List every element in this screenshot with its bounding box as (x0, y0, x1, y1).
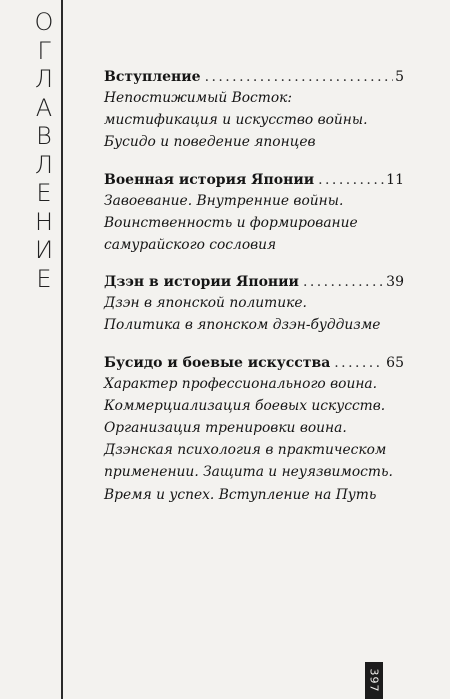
toc-subheading: применении. Защита и неуязвимость. (104, 464, 393, 481)
toc-subheading: Непостижимый Восток: (104, 90, 293, 106)
vertical-divider (61, 0, 63, 699)
title-letter: Л (34, 65, 54, 93)
toc-heading: Вступление (104, 69, 201, 85)
toc-page-number: 5 (395, 69, 404, 85)
dot-leader (303, 272, 384, 292)
toc-subheading: Коммерциализация боевых искусств. (104, 397, 386, 414)
dot-leader (334, 353, 384, 373)
toc-heading-row (104, 170, 404, 190)
page-number: 397 (367, 668, 381, 693)
title-letter: И (34, 236, 54, 264)
toc-section (104, 67, 404, 154)
toc-subheading: мистификация и искусство войны. (104, 112, 368, 129)
title-letter: Е (36, 264, 52, 293)
toc-subheading: Организация тренировки воина. (104, 420, 347, 437)
toc-subheading: Завоевание. Внутренние войны. (104, 192, 344, 209)
toc-heading-row (104, 353, 404, 373)
dot-leader (318, 170, 384, 190)
toc-heading: Дзэн в истории Японии (104, 274, 299, 291)
title-letter: А (35, 93, 53, 122)
toc-subheading: Характер профессионального воина. (104, 375, 378, 392)
title-letter: Е (36, 179, 52, 207)
toc-heading: Бусидо и боевые искусства (104, 354, 331, 371)
toc-subheading: самурайского сословия (104, 237, 277, 254)
vertical-title (28, 8, 60, 293)
toc-subheading: Воинственность и формирование (104, 214, 358, 231)
title-letter: Г (37, 36, 51, 65)
toc-section (104, 272, 404, 336)
toc-subheading: Время и успех. Вступление на Путь (104, 486, 377, 503)
toc-heading-row (104, 272, 404, 292)
toc-heading: Военная история Японии (104, 171, 315, 188)
title-letter: Л (34, 150, 54, 179)
toc-subheading: Бусидо и поведение японцев (104, 134, 316, 151)
toc-page-number: 39 (386, 274, 404, 291)
toc-subheading: Дзэнская психология в практическом (104, 442, 387, 459)
toc-subheading: Дзэн в японской политике. (104, 295, 307, 312)
toc-section (104, 353, 404, 506)
toc-page-number: 65 (386, 354, 404, 371)
title-letter: В (36, 122, 52, 150)
page-number-tab (365, 662, 383, 699)
table-of-contents (104, 67, 404, 522)
title-letter: Н (34, 207, 54, 236)
toc-section (104, 170, 404, 257)
toc-subheading: Политика в японском дзэн-буддизме (104, 317, 381, 334)
title-letter: О (34, 8, 54, 36)
dot-leader (205, 67, 394, 87)
toc-page-number: 11 (386, 171, 404, 188)
toc-heading-row (104, 67, 404, 87)
